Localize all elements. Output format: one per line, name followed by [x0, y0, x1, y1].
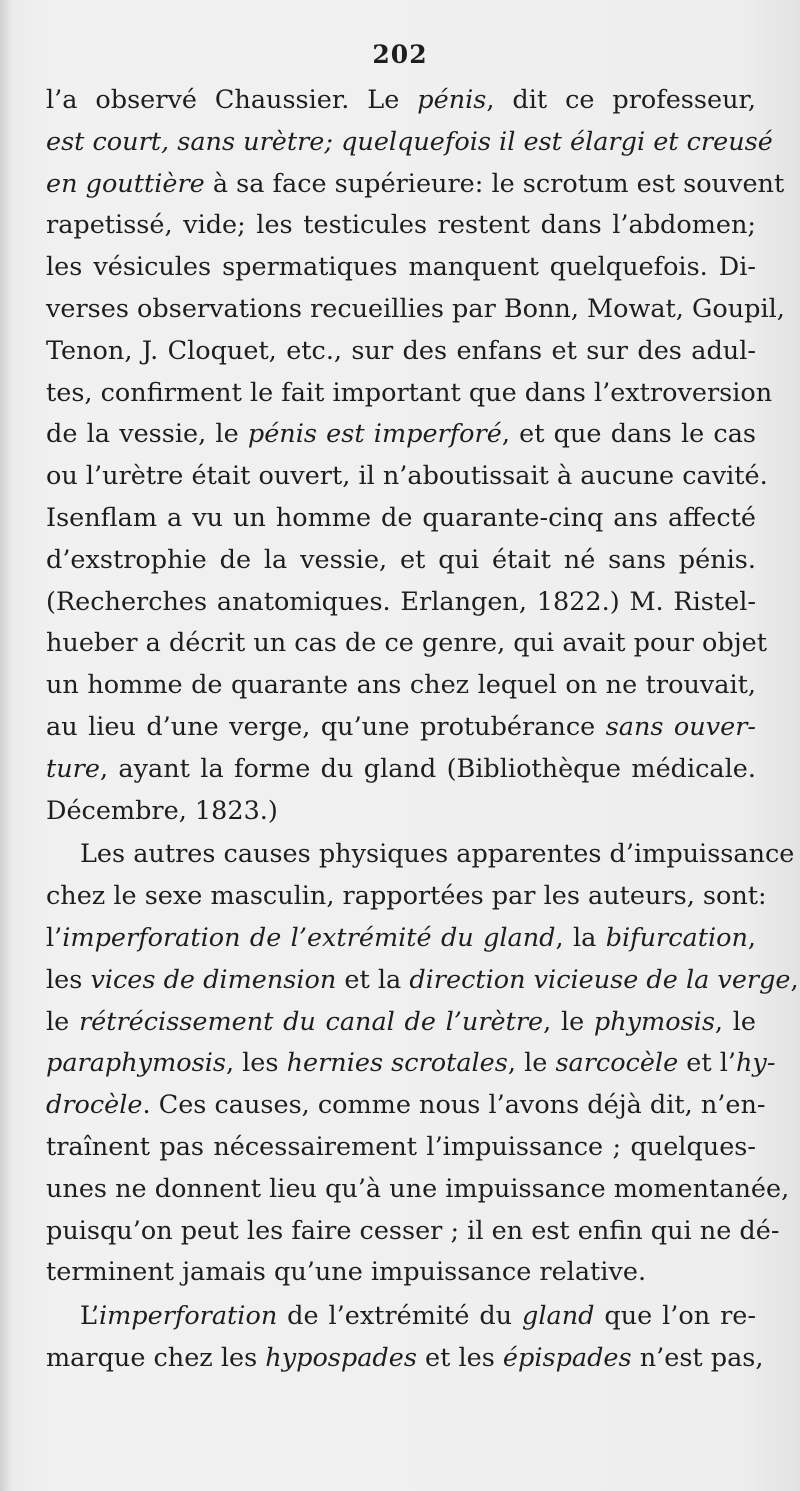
text-run: Décembre, 1823.): [46, 795, 278, 826]
text-line: [46, 1085, 766, 1127]
text-line: [46, 122, 773, 164]
text-run: (Recherches anatomiques. Erlangen, 1822.) M. Ristel-: [46, 586, 756, 617]
text-line: [46, 707, 756, 749]
text-run: , et que dans le cas: [501, 419, 756, 450]
text-run: Les autres causes physiques apparentes d’impuissance: [80, 839, 795, 870]
text-line: [46, 1338, 764, 1380]
text-run: de la vessie, le: [46, 419, 248, 450]
text-run: marque chez les: [46, 1342, 266, 1373]
text-line: [46, 834, 795, 876]
text-line: [46, 1211, 780, 1253]
italic-text: bifurcation: [605, 922, 748, 953]
text-line: [46, 582, 756, 624]
italic-text: direction vicieuse de la verge: [409, 964, 791, 995]
text-line: [46, 414, 756, 456]
text-line: [46, 540, 756, 582]
italic-text: drocèle: [46, 1090, 143, 1121]
text-line: [46, 1169, 790, 1211]
text-run: l’a observé Chaussier. Le: [46, 85, 418, 115]
text-run: , dit ce professeur,: [486, 85, 756, 115]
italic-text: hy-: [735, 1048, 776, 1079]
text-run: Isenflam a vu un homme de quarante-cinq ans affecté: [46, 502, 756, 533]
paragraph: [46, 834, 799, 1294]
text-run: puisqu’on peut les faire cesser ; il en est enfin qui ne dé-: [46, 1215, 780, 1246]
paragraph: [46, 80, 785, 832]
text-run: L’: [80, 1301, 99, 1332]
text-run: unes ne donnent lieu qu’à une impuissance momentanée,: [46, 1173, 790, 1204]
text-run: d’exstrophie de la vessie, et qui était né sans pénis.: [46, 544, 756, 575]
italic-text: gland: [522, 1301, 595, 1332]
italic-text: ture: [46, 753, 100, 784]
text-run: n’est pas,: [631, 1342, 764, 1373]
text-line: [46, 80, 756, 122]
text-line: [46, 918, 756, 960]
text-run: de l’extrémité du: [277, 1301, 523, 1332]
text-run: , ayant la forme du gland (Bibliothèque médicale.: [99, 753, 756, 784]
text-run: chez le sexe masculin, rapportées par les auteurs, sont:: [46, 881, 767, 912]
text-run: hueber a décrit un cas de ce genre, qui avait pour objet: [46, 628, 767, 659]
italic-text: pénis est imperforé: [247, 419, 502, 450]
text-line: [46, 1043, 776, 1085]
italic-text: sans ouver-: [605, 711, 757, 742]
text-line: [46, 960, 799, 1002]
text-run: et la: [336, 964, 410, 995]
text-line: [46, 1127, 756, 1169]
text-run: , le: [714, 1006, 756, 1037]
text-run: tes, confirment le fait important que dans l’extroversion: [46, 377, 773, 408]
text-run: l’: [46, 922, 63, 953]
text-line: [46, 665, 756, 707]
text-run: , les: [225, 1048, 287, 1079]
text-run: à sa face supérieure: le scrotum est souvent: [204, 168, 785, 199]
text-run: le: [46, 1006, 79, 1037]
italic-text: pénis: [417, 85, 487, 115]
text-line: [46, 331, 756, 373]
text-line: [46, 876, 767, 918]
italic-text: rétrécissement du canal de l’urètre: [78, 1006, 544, 1037]
page-number: 202: [372, 40, 428, 69]
italic-text: phymosis: [593, 1006, 715, 1037]
text-line: [46, 1296, 756, 1338]
text-line: [46, 247, 756, 289]
italic-text: hernies scrotales: [286, 1048, 508, 1079]
text-run: ,: [747, 922, 756, 953]
text-run: les: [46, 964, 91, 995]
body-text: [46, 80, 799, 1382]
italic-text: épispades: [502, 1342, 632, 1373]
text-run: les vésicules spermatiques manquent quelquefois. Di-: [46, 252, 756, 283]
text-run: que l’on re-: [594, 1301, 756, 1332]
italic-text: vices de dimension: [90, 964, 337, 995]
text-run: au lieu d’une verge, qu’une protubérance: [46, 711, 606, 742]
text-run: , la: [555, 922, 606, 953]
text-run: , le: [543, 1006, 594, 1037]
text-line: [46, 498, 756, 540]
text-run: traînent pas nécessairement l’impuissance ; quelques-: [46, 1131, 756, 1162]
italic-text: paraphymosis: [46, 1048, 226, 1079]
italic-text: imperforation de l’extrémité du gland: [62, 922, 556, 953]
text-run: ,: [790, 964, 799, 995]
text-run: ou l’urètre était ouvert, il n’aboutissait à aucune cavité.: [46, 461, 768, 492]
text-run: rapetissé, vide; les testicules restent dans l’abdomen;: [46, 210, 756, 241]
text-run: terminent jamais qu’une impuissance relative.: [46, 1257, 647, 1288]
text-line: [46, 749, 756, 791]
text-run: et l’: [678, 1048, 736, 1079]
paragraph-gap: [46, 1380, 756, 1382]
text-run: verses observations recueillies par Bonn, Mowat, Goupil,: [46, 293, 785, 324]
text-line: [46, 623, 767, 665]
text-line: [46, 791, 756, 833]
text-line: [46, 456, 768, 498]
text-run: un homme de quarante ans chez lequel on ne trouvait,: [46, 670, 756, 701]
text-run: , le: [507, 1048, 556, 1079]
text-run: Tenon, J. Cloquet, etc., sur des enfans et sur des adul-: [46, 335, 756, 366]
text-line: [46, 289, 785, 331]
text-line: [46, 1252, 756, 1294]
italic-text: est court, sans urètre; quelquefois il est élargi et creusé: [46, 126, 773, 157]
italic-text: sarcocèle: [555, 1048, 679, 1079]
italic-text: imperforation: [98, 1301, 278, 1332]
italic-text: en gouttière: [46, 168, 205, 199]
italic-text: hypospades: [265, 1342, 417, 1373]
paragraph: [46, 1296, 764, 1380]
text-line: [46, 164, 785, 206]
text-run: et les: [416, 1342, 503, 1373]
text-line: [46, 1002, 756, 1044]
text-line: [46, 205, 756, 247]
text-line: [46, 373, 773, 415]
text-run: . Ces causes, comme nous l’avons déjà dit, n’en-: [142, 1090, 766, 1121]
